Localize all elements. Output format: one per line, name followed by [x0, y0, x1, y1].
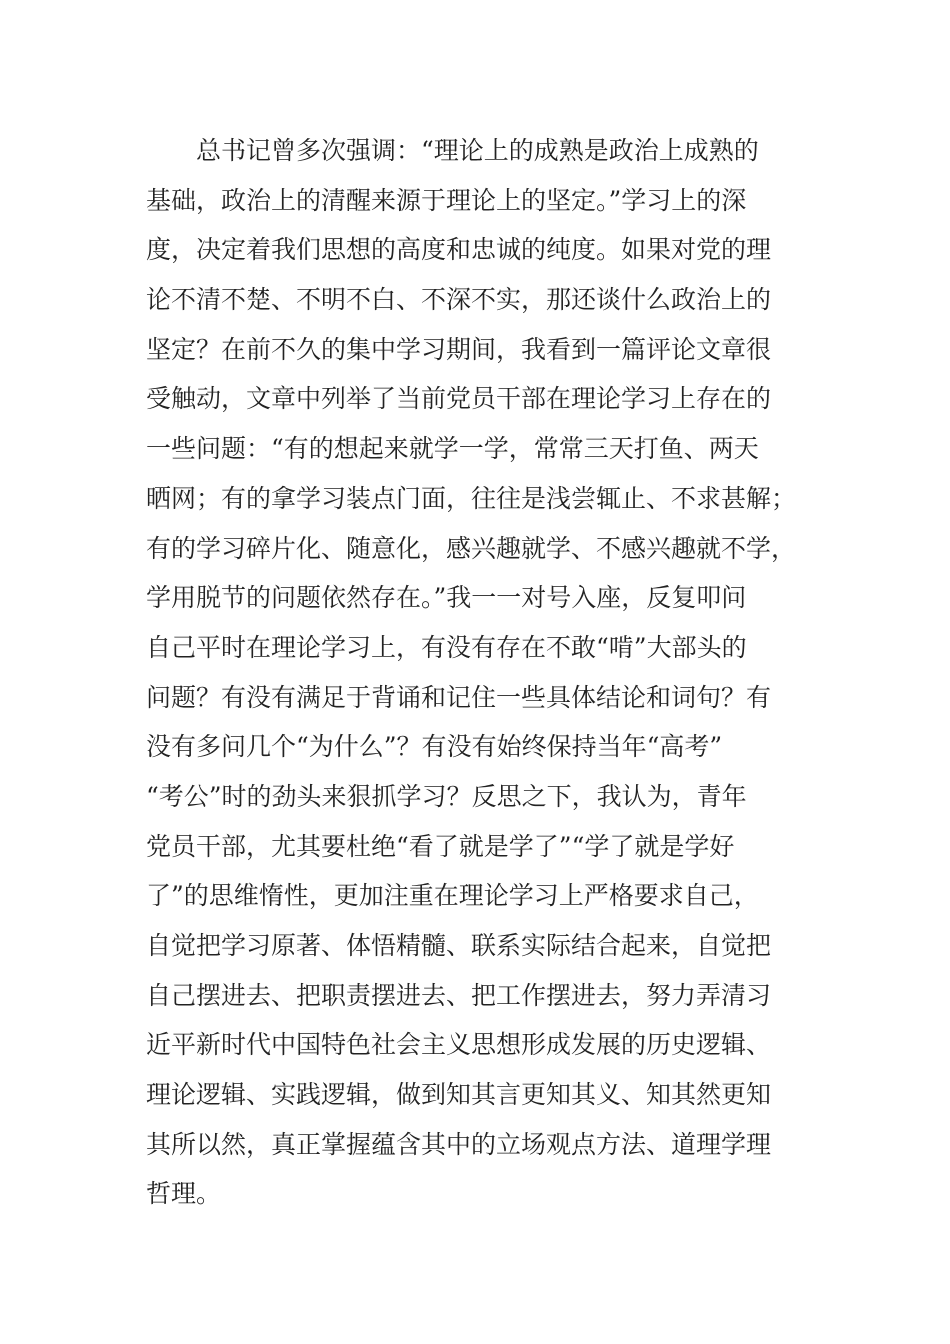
text-line: 论不清不楚、不明不白、不深不实，那还谈什么政治上的: [146, 285, 772, 315]
text-line: 自己摆进去、把职责摆进去、把工作摆进去，努力弄清习: [146, 980, 772, 1010]
text-line: 受触动，文章中列举了当前党员干部在理论学习上存在的: [146, 384, 772, 414]
text-line: 总书记曾多次强调：“理论上的成熟是政治上成熟的: [146, 136, 759, 165]
text-line: 自觉把学习原著、体悟精髓、联系实际结合起来，自觉把: [146, 931, 772, 960]
text-line: 理论逻辑、实践逻辑，做到知其言更知其义、知其然更知: [146, 1080, 772, 1110]
text-line: 没有多问几个“为什么”？有没有始终保持当年“高考”: [146, 732, 723, 762]
text-line: 有的学习碎片化、随意化，感兴趣就学、不感兴趣就不学，: [146, 533, 797, 563]
text-line: 其所以然，真正掌握蕴含其中的立场观点方法、道理学理: [146, 1129, 772, 1159]
text-line: “考公”时的劲头来狠抓学习？反思之下，我认为，青年: [146, 781, 747, 811]
text-line: 党员干部，尤其要杜绝“看了就是学了”“学了就是学好: [146, 831, 735, 861]
text-line: 问题？有没有满足于背诵和记住一些具体结论和词句？有: [146, 682, 772, 712]
text-line: 度，决定着我们思想的高度和忠诚的纯度。如果对党的理: [146, 235, 772, 265]
text-line: 基础，政治上的清醒来源于理论上的坚定。”学习上的深: [146, 185, 747, 215]
body-paragraph: [146, 126, 802, 1219]
text-line: 晒网；有的拿学习装点门面，往往是浅尝辄止、不求甚解；: [146, 483, 797, 513]
text-line: 了”的思维惰性，更加注重在理论学习上严格要求自己，: [146, 881, 759, 911]
text-line: 学用脱节的问题依然存在。”我一一对号入座，反复叩问: [146, 583, 747, 613]
text-line: 哲理。: [146, 1179, 222, 1209]
text-line: 自己平时在理论学习上，有没有存在不敢“啃”大部头的: [146, 632, 747, 662]
text-line: 坚定？在前不久的集中学习期间，我看到一篇评论文章很: [146, 334, 772, 364]
text-line: 一些问题：“有的想起来就学一学，常常三天打鱼、两天: [146, 434, 759, 464]
text-line: 近平新时代中国特色社会主义思想形成发展的历史逻辑、: [146, 1030, 772, 1060]
